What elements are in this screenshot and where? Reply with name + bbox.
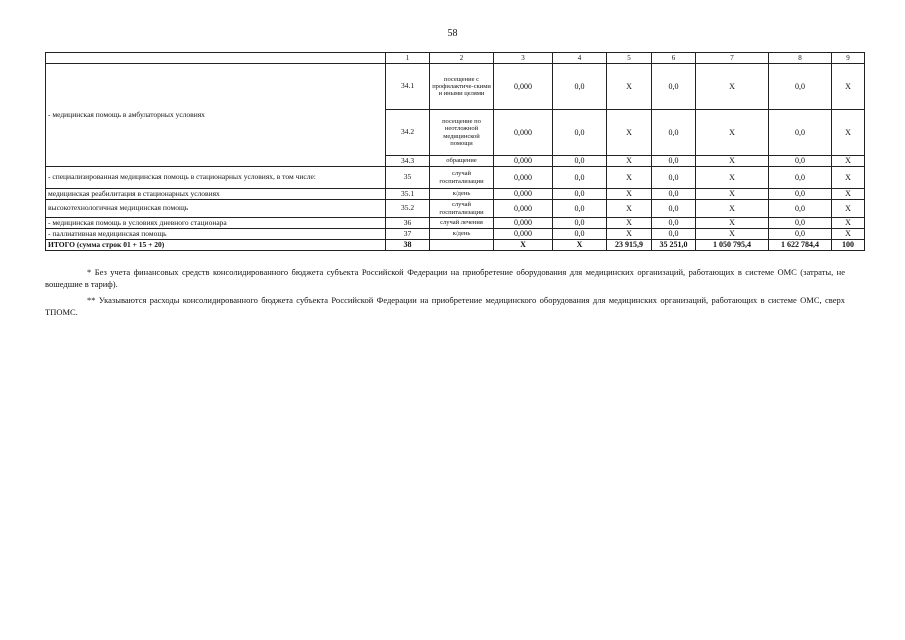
row-value: 0,0 [769, 110, 832, 156]
row-name: - медицинская помощь в амбулаторных условиях [46, 64, 386, 167]
row-value: 0,0 [553, 110, 607, 156]
total-value: 100 [832, 240, 865, 251]
row-unit: к/день [430, 229, 494, 240]
row-value: 0,0 [553, 200, 607, 218]
row-code: 37 [386, 229, 430, 240]
row-value: 0,0 [652, 64, 696, 110]
row-value: 0,000 [494, 229, 553, 240]
total-value: 38 [386, 240, 430, 251]
row-value: 0,0 [769, 229, 832, 240]
column-number-3: 3 [494, 53, 553, 64]
row-name: - специализированная медицинская помощь в стационарных условиях, в том числе: [46, 167, 386, 189]
column-number-6: 6 [652, 53, 696, 64]
row-name: медицинская реабилитация в стационарных условиях [46, 189, 386, 200]
row-code: 35 [386, 167, 430, 189]
row-value: 0,000 [494, 218, 553, 229]
row-unit: посещение с профилактиче-скими и иными целями [430, 64, 494, 110]
row-value: X [607, 167, 652, 189]
footnote-1: * Без учета финансовых средств консолидированного бюджета субъекта Российской Федерации на приобретение оборудования для медицинских организаций, работающих в системе ОМС (затраты, не вошедшие в тариф). [45, 267, 845, 290]
row-value: X [696, 110, 769, 156]
column-number-8: 8 [769, 53, 832, 64]
row-value: X [832, 200, 865, 218]
row-value: X [607, 229, 652, 240]
row-value: 0,000 [494, 189, 553, 200]
row-value: 0,0 [553, 229, 607, 240]
row-value: 0,000 [494, 200, 553, 218]
row-value: X [832, 64, 865, 110]
row-code: 34.3 [386, 156, 430, 167]
footnote-2: ** Указываются расходы консолидированного бюджета субъекта Российской Федерации на приобретение медицинского оборудования для медицинских организаций, работающих в системе ОМС, сверх ТПОМС. [45, 294, 845, 317]
column-number-9: 9 [832, 53, 865, 64]
row-value: 0,0 [652, 110, 696, 156]
column-number-1: 1 [386, 53, 430, 64]
row-value: X [832, 218, 865, 229]
row-code: 34.1 [386, 64, 430, 110]
row-value: X [696, 167, 769, 189]
row-value: 0,0 [769, 200, 832, 218]
column-number-7: 7 [696, 53, 769, 64]
row-value: 0,0 [769, 64, 832, 110]
row-value: X [832, 110, 865, 156]
row-value: X [696, 156, 769, 167]
row-value: X [832, 156, 865, 167]
row-value: 0,000 [494, 167, 553, 189]
column-number-0 [46, 53, 386, 64]
row-value: X [607, 218, 652, 229]
row-name: - медицинская помощь в условиях дневного стационара [46, 218, 386, 229]
total-value: X [553, 240, 607, 251]
row-unit: случай госпитализации [430, 200, 494, 218]
row-value: 0,0 [652, 156, 696, 167]
row-value: X [696, 218, 769, 229]
table-row [46, 167, 865, 189]
page-number: 58 [447, 28, 458, 39]
expenditure-table [45, 52, 865, 251]
row-value: 0,0 [769, 218, 832, 229]
row-code: 35.2 [386, 200, 430, 218]
row-code: 35.1 [386, 189, 430, 200]
row-value: X [607, 156, 652, 167]
row-value: 0,0 [553, 218, 607, 229]
row-unit: к/день [430, 189, 494, 200]
row-value: X [832, 167, 865, 189]
table-row [46, 189, 865, 200]
total-row [46, 240, 865, 251]
row-value: 0,0 [553, 156, 607, 167]
row-name: - паллиативная медицинская помощь [46, 229, 386, 240]
total-value: 23 915,9 [607, 240, 652, 251]
total-value: 1 622 784,4 [769, 240, 832, 251]
header-row [46, 53, 865, 64]
row-unit: обращение [430, 156, 494, 167]
row-value: X [832, 189, 865, 200]
table-row [46, 229, 865, 240]
total-value: 1 050 795,4 [696, 240, 769, 251]
row-value: 0,0 [553, 167, 607, 189]
row-value: X [696, 189, 769, 200]
row-value: X [607, 110, 652, 156]
row-value: 0,0 [769, 167, 832, 189]
row-name: высокотехнологичная медицинская помощь [46, 200, 386, 218]
row-value: 0,0 [769, 189, 832, 200]
footnotes [45, 266, 845, 321]
row-code: 34.2 [386, 110, 430, 156]
row-value: 0,0 [652, 189, 696, 200]
row-unit: случай госпитализации [430, 167, 494, 189]
total-label: ИТОГО (сумма строк 01 + 15 + 20) [46, 240, 386, 251]
row-value: 0,0 [652, 218, 696, 229]
column-number-5: 5 [607, 53, 652, 64]
row-value: 0,000 [494, 156, 553, 167]
row-value: 0,0 [652, 200, 696, 218]
row-value: 0,0 [553, 64, 607, 110]
column-number-2: 2 [430, 53, 494, 64]
row-value: 0,0 [553, 189, 607, 200]
total-value: X [494, 240, 553, 251]
table-row [46, 64, 865, 110]
total-value [430, 240, 494, 251]
row-code: 36 [386, 218, 430, 229]
row-value: X [832, 229, 865, 240]
row-value: X [607, 189, 652, 200]
row-value: X [696, 200, 769, 218]
row-value: 0,0 [652, 167, 696, 189]
row-value: 0,000 [494, 64, 553, 110]
row-value: X [607, 64, 652, 110]
row-value: X [696, 229, 769, 240]
row-value: X [696, 64, 769, 110]
row-unit: посещение по неотложной медицинской помощи [430, 110, 494, 156]
table-row [46, 200, 865, 218]
row-value: 0,0 [769, 156, 832, 167]
total-value: 35 251,0 [652, 240, 696, 251]
row-value: 0,000 [494, 110, 553, 156]
row-unit: случай лечения [430, 218, 494, 229]
table-row [46, 218, 865, 229]
column-number-4: 4 [553, 53, 607, 64]
row-value: 0,0 [652, 229, 696, 240]
row-value: X [607, 200, 652, 218]
